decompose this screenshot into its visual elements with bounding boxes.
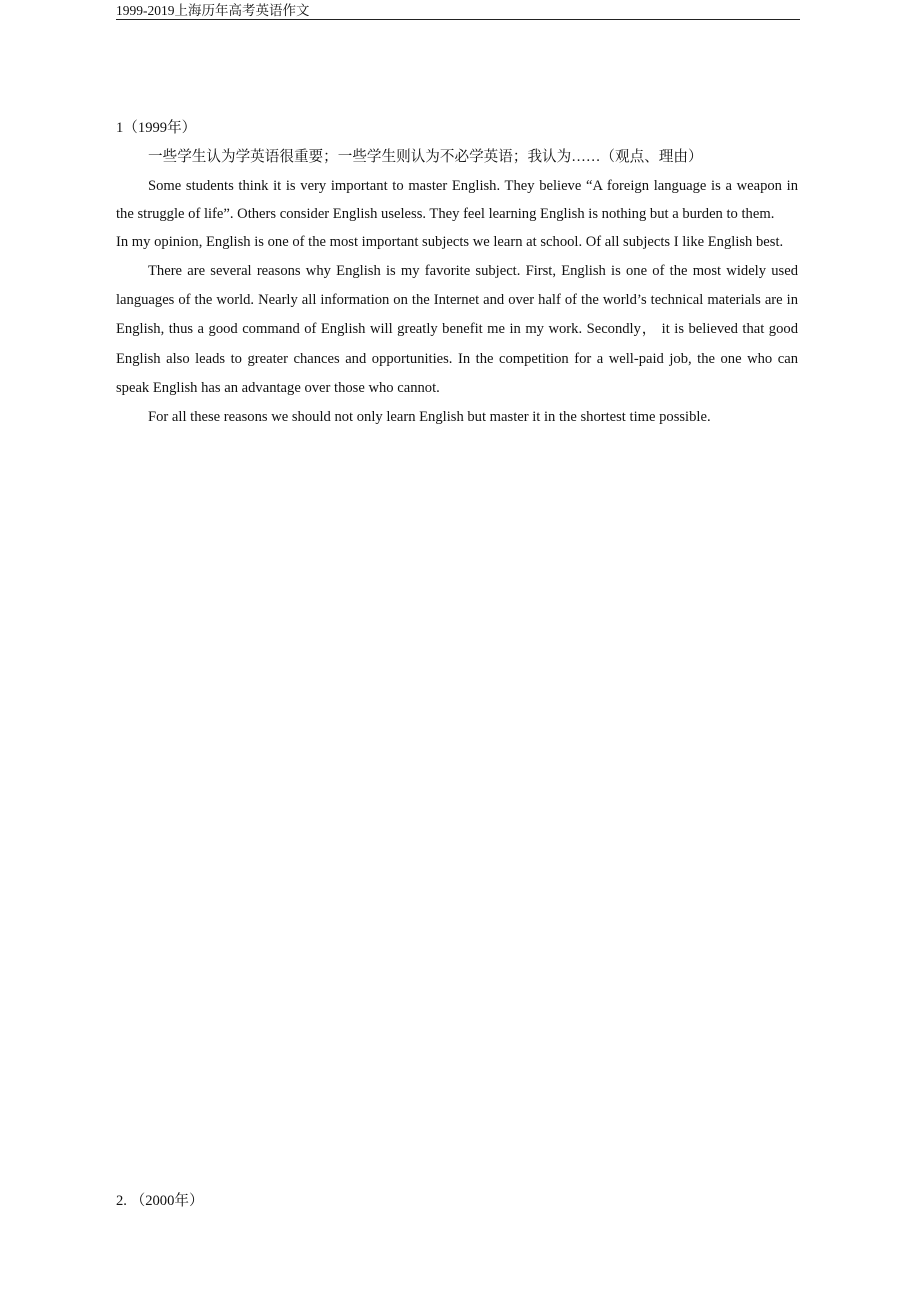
- essay-section-2000: [116, 1187, 204, 1215]
- section-heading: 2. （2000年）: [116, 1193, 204, 1209]
- essay-paragraph-2: In my opinion, English is one of the most important subjects we learn at school. Of all subjects I like English best.: [116, 234, 784, 251]
- essay-prompt: 一些学生认为学英语很重要；一些学生则认为不必学英语；我认为……（观点、理由）: [148, 149, 703, 165]
- essay-paragraph-3: There are several reasons why English is my favorite subject. First, English is one of the most widely used languages of the world. Nearly all information on the Internet and over half of the world’s technical materials are in English, thus a good command of English will greatly benefit me in my work. Secondly， it is believed that good English also leads to greater chances and opportunities. In the competition for a well-paid job, the one who can speak English has an advantage over those who cannot.: [116, 262, 798, 396]
- essay-paragraph-1: Some students think it is very important to master English. They believe “A foreign language is a weapon in the struggle of life”. Others consider English useless. They feel learning English is nothing but a burden to them.: [116, 178, 798, 223]
- running-header: [116, 2, 800, 20]
- section-heading: 1（1999年）: [116, 120, 197, 136]
- running-header-title: 1999-2019上海历年高考英语作文: [116, 3, 310, 18]
- essay-section-1999: [116, 114, 798, 431]
- essay-paragraph-4: For all these reasons we should not only learn English but master it in the shortest time possible.: [148, 409, 711, 426]
